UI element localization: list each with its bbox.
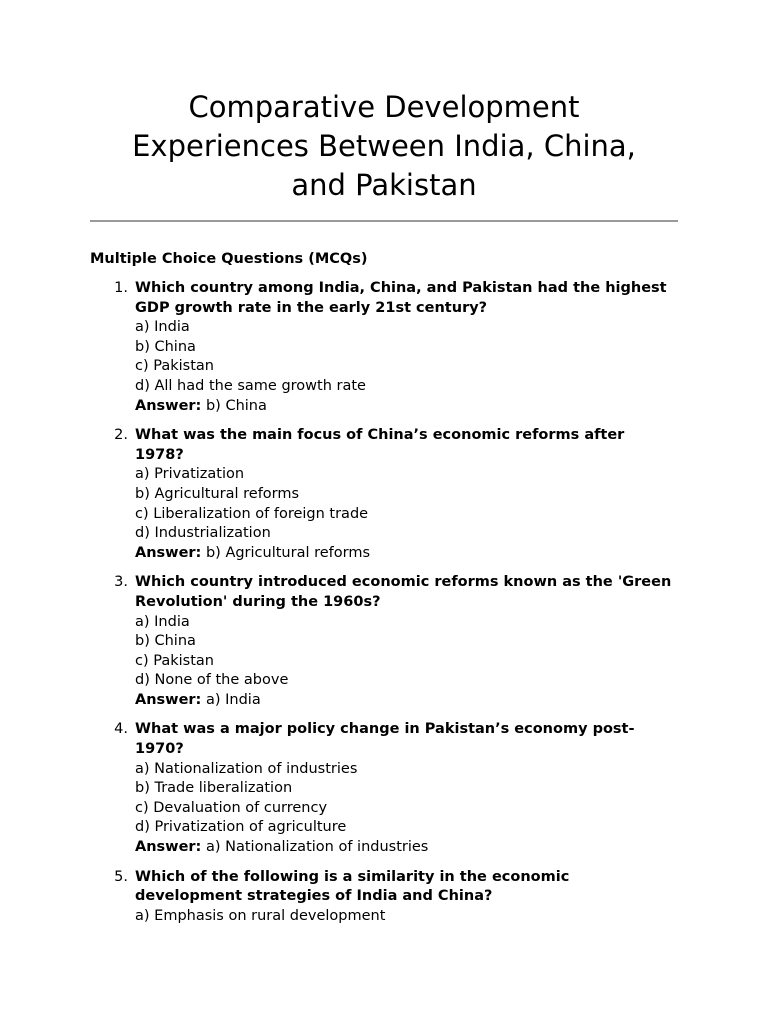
answer-label: Answer: [135,691,202,708]
answer-label: Answer: [135,397,202,414]
answer-option: b) China [135,338,196,355]
answer-option: c) Liberalization of foreign trade [135,505,369,522]
question-number: 3. [114,574,128,591]
question-number: 4. [114,721,128,738]
answer-option: b) Trade liberalization [135,780,293,797]
correct-answer [135,544,678,564]
title-divider [90,220,678,222]
answer-value: b) Agricultural reforms [205,544,371,561]
question-text: What was a major policy change in Pakistan’s economy post-1970? [135,721,635,758]
answer-option: b) China [135,633,196,650]
correct-answer [135,838,678,858]
answer-option: d) None of the above [135,672,289,689]
answer-option: a) Privatization [135,466,245,483]
page-title: Comparative Development Experiences Between India, China, and Pakistan [132,90,636,202]
answer-option: a) Emphasis on rural development [135,907,386,924]
answer-option: c) Pakistan [135,358,214,375]
document-page [90,88,678,936]
answer-value: b) China [205,397,267,414]
answer-option: c) Pakistan [135,652,214,669]
answer-option: a) India [135,613,190,630]
question-number: 1. [114,280,128,296]
question-item [90,868,678,927]
question-text: Which of the following is a similarity in the economic development strategies of India and China? [135,868,570,905]
answer-option: a) India [135,319,190,336]
answer-option: d) Industrialization [135,525,271,542]
question-text: Which country introduced economic reforms known as the 'Green Revolution' during the 1960s? [135,574,672,610]
answer-label: Answer: [135,839,202,856]
answer-option: a) Nationalization of industries [135,760,358,777]
section-heading: Multiple Choice Questions (MCQs) [90,251,368,267]
question-text: What was the main focus of China’s economic reforms after 1978? [135,427,625,463]
answer-value: a) India [205,691,261,708]
answer-option: d) All had the same growth rate [135,377,366,394]
correct-answer [135,397,678,417]
answer-option: d) Privatization of agriculture [135,819,347,836]
correct-answer [135,691,678,711]
answer-option: b) Agricultural reforms [135,485,300,502]
question-number: 5. [114,868,128,885]
question-item [90,573,678,710]
question-item [90,279,678,416]
answer-option: c) Devaluation of currency [135,799,328,816]
question-text: Which country among India, China, and Pakistan had the highest GDP growth rate in the early 21st century? [135,280,667,316]
question-list [90,279,678,926]
question-item [90,426,678,563]
answer-label: Answer: [135,544,202,561]
question-item [90,720,678,857]
question-number: 2. [114,427,128,444]
answer-value: a) Nationalization of industries [205,839,429,856]
